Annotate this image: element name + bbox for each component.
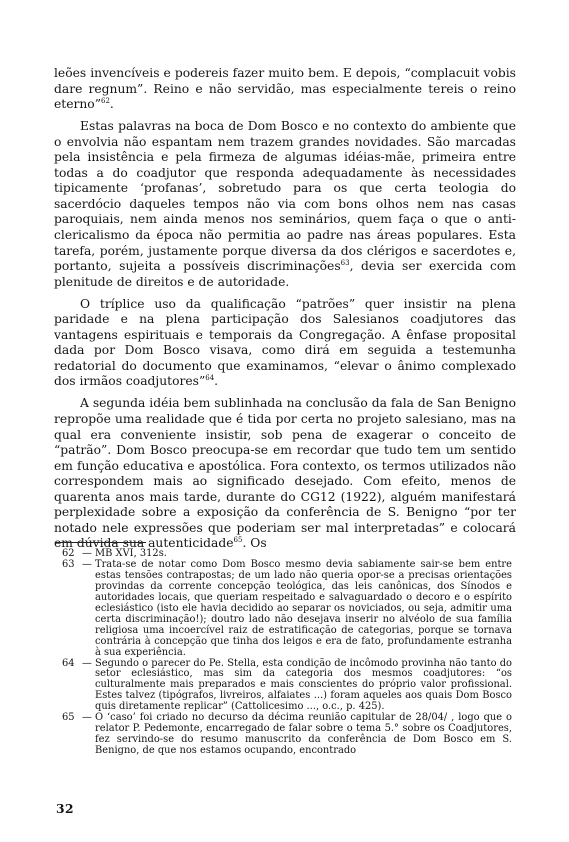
footnote-reference: 64 [205, 374, 215, 383]
paragraph [54, 396, 516, 551]
text-run: Estas palavras na boca de Dom Bosco e no contexto do ambiente que o envolvia não espantam nem trazem grandes novidades. São marcadas pela insistência e pela firmeza de algumas idéias-mãe, primeira entre todas a do coadjutor que responda adequadamente às necessidades tipicamente ‘profanas’, sobretudo para os que certa teologia do sacerdócio daqueles tempos não via com bons olhos nem nas casas paroquiais, nem ainda menos nos seminários, quem faça o que o anti-clericalismo da época não permitia ao padre nas áreas populares. Esta tarefa, porém, justamente porque diversa da dos clérigos e sacerdotes e, portanto, sujeita a possíveis discriminações [54, 119, 516, 274]
footnote-number: 63 [62, 558, 75, 570]
footnote-text: Segundo o parecer do Pe. Stella, esta condição de incômodo provinha não tanto do setor eclesiástico, mas sim da categoria dos mesmos coadjutores: “os culturalmente mais preparados e mais conscientes do próprio valor profissional. Estes talvez (tipógrafos, livreiros, alfaiates ...) foram aqueles aos quais Dom Bosco quis diretamente replicar” (Cattolicesimo ..., o.c., p. 425). [95, 657, 512, 713]
footnote-number: 65 [62, 712, 75, 724]
text-run: . Os [242, 536, 267, 551]
footnote-reference: 62 [100, 97, 110, 106]
paragraph [54, 119, 516, 290]
footnote-dash: — [82, 558, 92, 570]
footnote-number: 64 [62, 657, 75, 669]
footnote [62, 713, 512, 757]
paragraph [54, 66, 516, 113]
footnote [62, 659, 512, 714]
footnote-dash: — [82, 548, 92, 559]
footnote-dash: — [82, 712, 92, 724]
footnote-separator [56, 542, 146, 543]
page-number: 32 [56, 801, 75, 816]
text-run: A segunda idéia bem sublinhada na conclusão da fala de San Benigno repropõe uma realidade que é tida por certa no projeto salesiano, mas na qual era conveniente insistir, sob pena de exagerar o conceito de “patrão”. Dom Bosco preocupa-se em recordar que tudo tem um sentido em função educativa e apostólica. Fora contexto, os termos utilizados não correspondem mais ao significado desejado. Com efeito, menos de quarenta anos mais tarde, durante do CG12 (1922), alguém manifestará perplexidade sobre a exposição da conferência de S. Benigno “por ter notado nele expressões que poderiam ser mal interpretadas” e colocará em dúvida sua autenticidade [54, 396, 516, 551]
text-run: . [214, 374, 219, 389]
text-run: . [109, 97, 114, 112]
footnote-dash: — [82, 657, 92, 669]
main-text [54, 66, 516, 552]
footnote-text: MB XVI, 312s. [95, 548, 167, 559]
footnote-reference: 65 [233, 536, 243, 545]
footnote-reference: 63 [340, 259, 350, 268]
footnotes [62, 549, 512, 757]
footnote [62, 560, 512, 659]
footnote-text: Trata-se de notar como Dom Bosco mesmo devia sabiamente sair-se bem entre estas tensões contrapostas; de um lado não queria opor-se a precisas orientações provindas da corrente concepção teológica, das leis canônicas, dos Sínodos e autoridades locais, que queriam respeitado e salvaguardado o decoro e o espírito eclesiástico (isto ele havia decidido ao separar os noviciados, ou seja, admitir uma certa discriminação!); doutro lado não desejava inserir no alvéolo de sua família religiosa uma incoercível raiz de estratificação de categorias, porque se tornava contrária à concepção que tinha dos leigos e era de fato, profundamente estranha à sua experiência. [95, 558, 512, 658]
text-run: O tríplice uso da qualificação “patrões” quer insistir na plena paridade e na plena participação dos Salesianos coadjutores das vantagens espirituais e temporais da Congregação. A ênfase proposital dada por Dom Bosco visava, como dirá em seguida a testemunha redatorial do documento que examinamos, “elevar o ânimo complexado dos irmãos coadjutores” [54, 296, 516, 389]
text-run: leões invencíveis e podereis fazer muito bem. E depois, “complacuit vobis dare regnum”. Reino e não servidão, mas especialmente tereis o reino eterno” [54, 66, 516, 112]
paragraph [54, 297, 516, 390]
text-run: , devia ser exercida com plenitude de direitos e de autoridade. [54, 259, 516, 289]
footnote-text: O ‘caso’ foi criado no decurso da décima reunião capitular de 28/04/ , logo que o relator P. Pedemonte, encarregado de falar sobre o tema 5.° sobre os Coadjutores, fez servindo-se do resumo manuscrito da conferência de Dom Bosco em S. Benigno, de que nos estamos ocupando, encontrado [95, 712, 512, 757]
footnote-number: 62 [62, 548, 75, 559]
